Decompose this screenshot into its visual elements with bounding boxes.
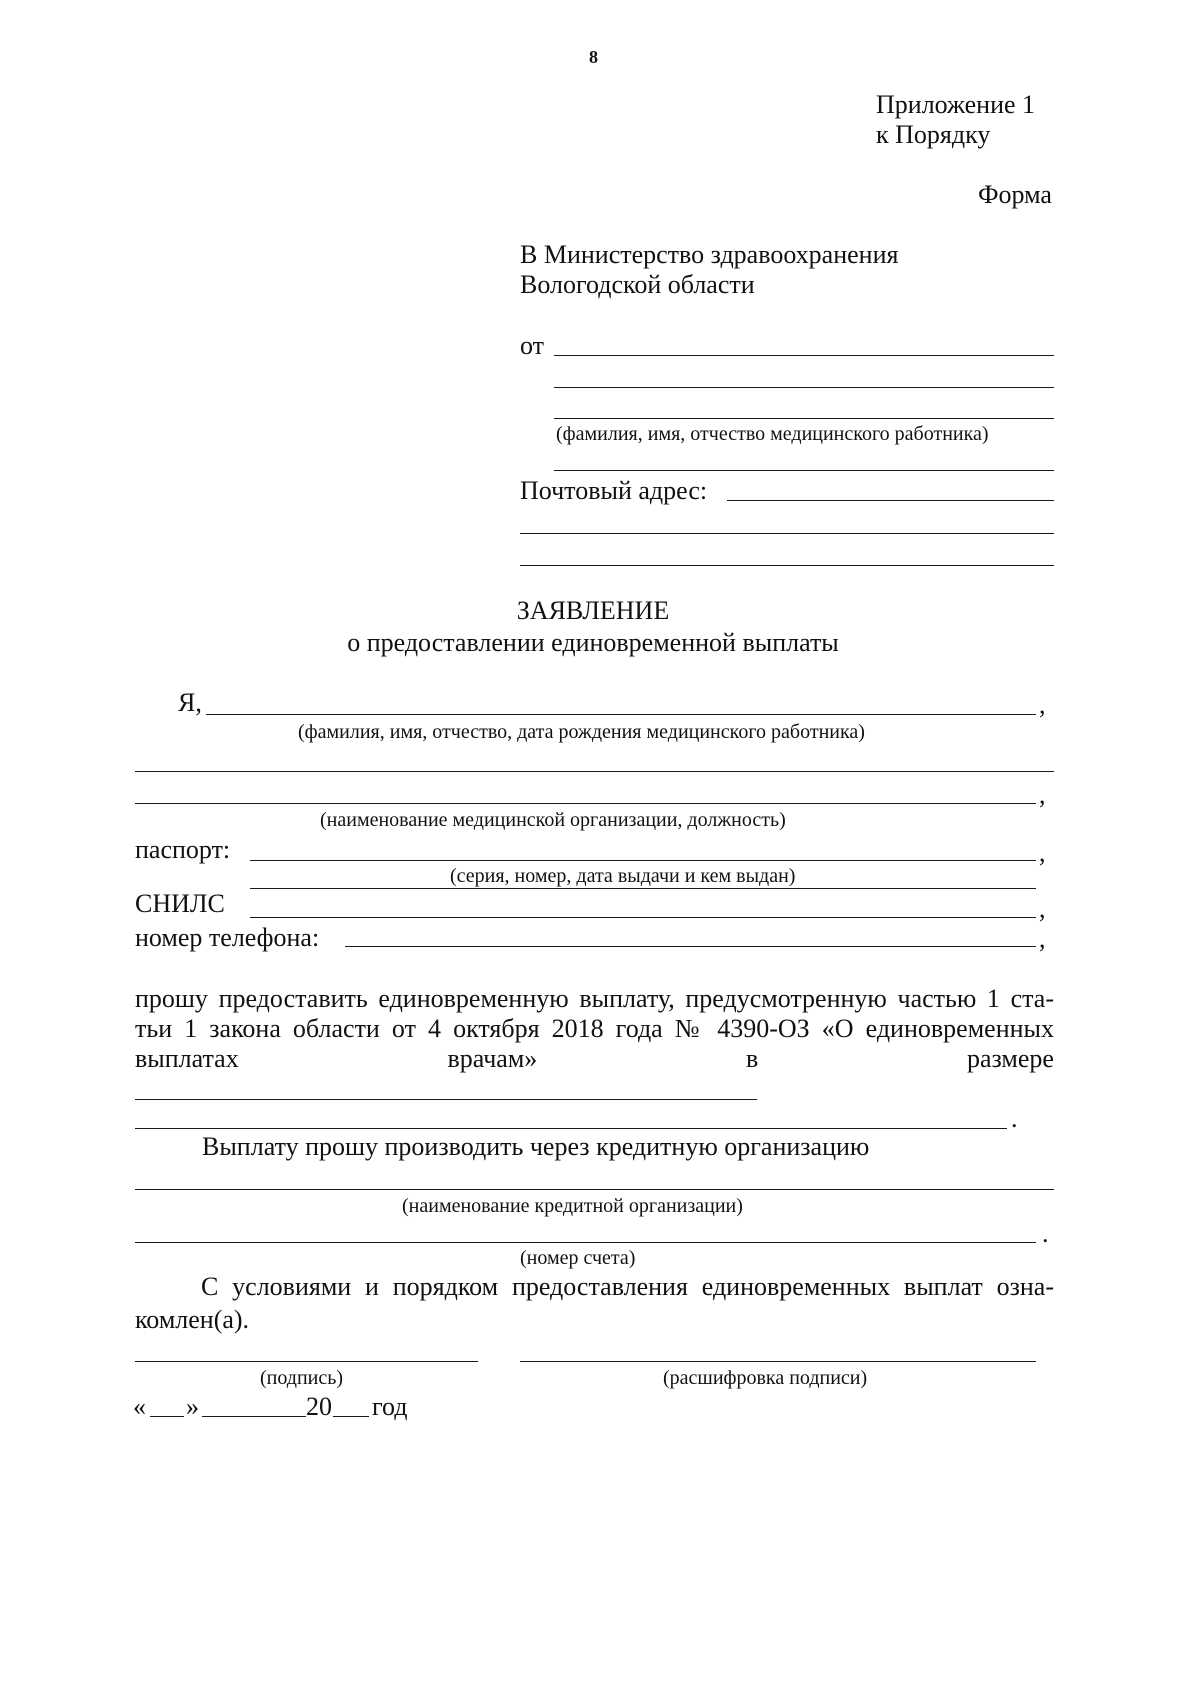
fio-extra-line[interactable]	[554, 470, 1054, 471]
from-line-3[interactable]	[554, 418, 1054, 419]
document-title: ЗАЯВЛЕНИЕ	[516, 596, 670, 625]
postal-line-1[interactable]	[727, 500, 1054, 501]
comma-3: ,	[1039, 838, 1046, 867]
postal-line-2[interactable]	[520, 533, 1054, 534]
form-label: Форма	[978, 180, 1052, 209]
request-word-3: в	[746, 1044, 759, 1073]
passport-line-1[interactable]	[250, 860, 1036, 861]
organization-caption: (наименование медицинской организации, должность)	[320, 809, 786, 831]
request-word-4: размере	[966, 1044, 1054, 1073]
i-label: Я,	[178, 688, 202, 717]
comma-2: ,	[1039, 780, 1046, 809]
from-line-2[interactable]	[554, 387, 1054, 388]
request-word-2: врачам»	[447, 1044, 538, 1073]
signature-caption: (подпись)	[260, 1367, 344, 1389]
date-open-quote: «	[133, 1392, 146, 1421]
appendix-line-2: к Порядку	[876, 120, 991, 149]
date-close-quote: »	[186, 1392, 199, 1421]
document-subtitle: о предоставлении единовременной выплаты	[347, 628, 839, 657]
signature-decode-line[interactable]	[520, 1361, 1036, 1362]
appendix-line-1: Приложение 1	[876, 90, 1036, 119]
passport-caption: (серия, номер, дата выдачи и кем выдан)	[450, 865, 796, 887]
signature-decode-caption: (расшифровка подписи)	[663, 1367, 868, 1389]
amount-line-2[interactable]	[135, 1128, 1007, 1129]
phone-line[interactable]	[345, 946, 1036, 947]
request-line-3	[135, 1046, 1054, 1072]
account-line[interactable]	[135, 1242, 1036, 1243]
date-century: 20	[306, 1392, 332, 1421]
account-caption: (номер счета)	[520, 1247, 636, 1269]
comma-1: ,	[1039, 690, 1046, 719]
ack-line-1: С условиями и порядком предоставления единовременных выплат озна-	[201, 1272, 1054, 1301]
applicant-line[interactable]	[206, 714, 1036, 715]
ack-line-2: комлен(а).	[135, 1305, 250, 1334]
postal-line-3[interactable]	[520, 565, 1054, 566]
bank-request: Выплату прошу производить через кредитную организацию	[202, 1132, 870, 1161]
from-line-1[interactable]	[554, 355, 1054, 356]
addressee-line-2: Вологодской области	[520, 270, 755, 299]
fio-dob-caption: (фамилия, имя, отчество, дата рождения медицинского работника)	[298, 721, 865, 743]
snils-line[interactable]	[250, 917, 1036, 918]
addressee-line-1: В Министерство здравоохранения	[520, 240, 899, 269]
fio-caption: (фамилия, имя, отчество медицинского работника)	[556, 423, 989, 445]
date-year-word: год	[372, 1392, 408, 1421]
passport-line-2[interactable]	[250, 888, 1036, 889]
period-2: .	[1042, 1219, 1049, 1248]
organization-line-2[interactable]	[135, 803, 1036, 804]
passport-label: паспорт:	[135, 835, 231, 864]
comma-4: ,	[1039, 894, 1046, 923]
request-word-1: выплатах	[135, 1044, 239, 1073]
bank-caption: (наименование кредитной организации)	[402, 1195, 743, 1217]
signature-line[interactable]	[135, 1361, 478, 1362]
amount-line-1[interactable]	[135, 1099, 757, 1100]
period-1: .	[1011, 1104, 1018, 1133]
bank-name-line[interactable]	[135, 1189, 1054, 1190]
request-line-1: прошу предоставить единовременную выплату, предусмотренную частью 1 ста-	[135, 984, 1054, 1013]
date-day-line[interactable]	[150, 1416, 184, 1417]
page-number: 8	[589, 47, 598, 67]
snils-label: СНИЛС	[135, 889, 225, 918]
request-line-2: тьи 1 закона области от 4 октября 2018 года № 4390-ОЗ «О единовременных	[135, 1014, 1054, 1043]
postal-label: Почтовый адрес:	[520, 476, 708, 505]
phone-label: номер телефона:	[135, 923, 320, 952]
date-month-line[interactable]	[202, 1416, 306, 1417]
date-year-line[interactable]	[333, 1416, 369, 1417]
from-label: от	[520, 331, 545, 360]
organization-line-1[interactable]	[135, 771, 1054, 772]
comma-5: ,	[1039, 924, 1046, 953]
